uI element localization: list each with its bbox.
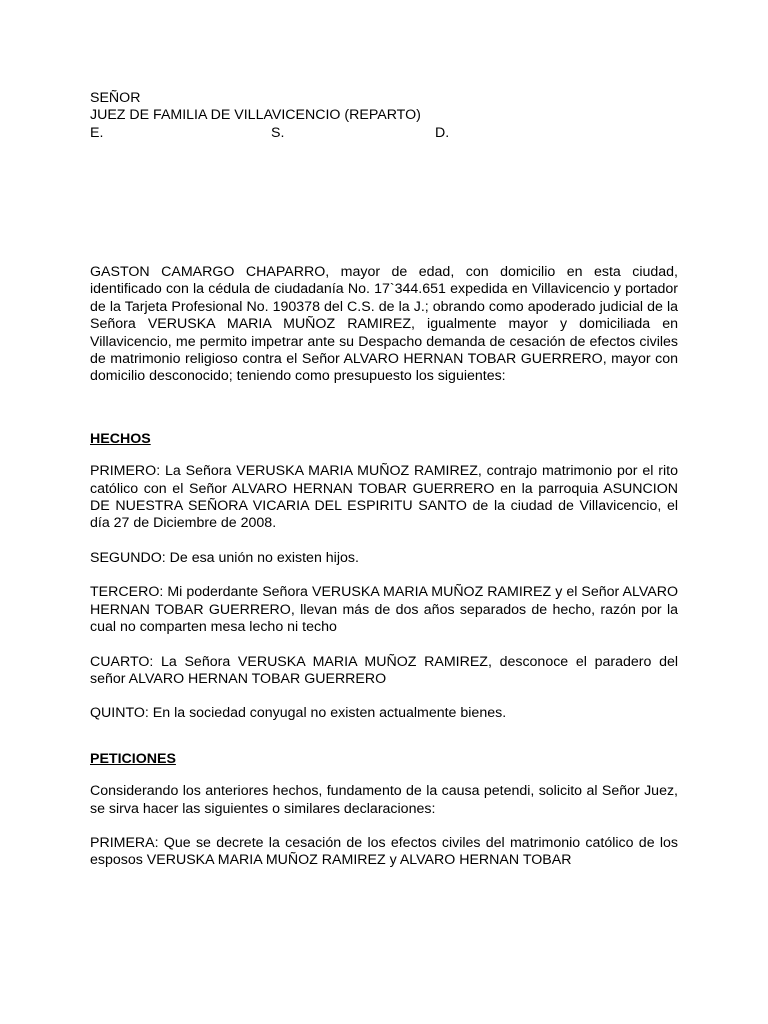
addressee-e: E. <box>90 124 104 141</box>
hecho-segundo: SEGUNDO: De esa unión no existen hijos. <box>90 549 359 566</box>
document-body <box>90 264 678 870</box>
addressee-title: SEÑOR <box>90 90 141 106</box>
hecho-quinto: QUINTO: En la sociedad conyugal no existen actualmente bienes. <box>90 705 507 722</box>
hecho-primero: PRIMERO: La Señora VERUSKA MARIA MUÑOZ RAMIREZ, contrajo matrimonio por el rito católico con el Señor ALVARO HERNAN TOBAR GUERRERO en la parroquia ASUNCION DE NUESTRA SEÑORA VICARIA DEL ESPIRITU SANTO de la ciudad de Villavicencio, el día 27 de Diciembre de 2008. <box>90 463 678 532</box>
addressee-court: JUEZ DE FAMILIA DE VILLAVICENCIO (REPARTO) <box>90 107 421 124</box>
intro-paragraph: GASTON CAMARGO CHAPARRO, mayor de edad, con domicilio en esta ciudad, identificado con la cédula de ciudadanía No. 17`344.651 expedida en Villavicencio y portador de la Tarjeta Profesional No. 190378 del C.S. de la J.; obrando como apoderado judicial de la Señora VERUSKA MARIA MUÑOZ RAMIREZ, igualmente mayor y domiciliada en Villavicencio, me permito impetrar ante su Despacho demanda de cesación de efectos civiles de matrimonio religioso contra el Señor ALVARO HERNAN TOBAR GUERRERO, mayor con domicilio desconocido; teniendo como presupuesto los siguientes: <box>90 264 678 385</box>
addressee-esd-line <box>90 125 460 142</box>
addressee-d: D. <box>435 124 450 141</box>
peticiones-heading: PETICIONES <box>90 750 176 767</box>
hecho-tercero: TERCERO: Mi poderdante Señora VERUSKA MARIA MUÑOZ RAMIREZ y el Señor ALVARO HERNAN TOBAR GUERRERO, llevan más de dos años separados de hecho, razón por la cual no comparten mesa lecho ni techo <box>90 584 678 636</box>
peticion-primera: PRIMERA: Que se decrete la cesación de los efectos civiles del matrimonio católico de los esposos VERUSKA MARIA MUÑOZ RAMIREZ y ALVARO HERNAN TOBAR <box>90 834 678 869</box>
addressee-block <box>90 90 460 142</box>
addressee-s: S. <box>271 124 285 141</box>
hecho-cuarto: CUARTO: La Señora VERUSKA MARIA MUÑOZ RAMIREZ, desconoce el paradero del señor ALVARO HERNAN TOBAR GUERRERO <box>90 653 678 687</box>
hechos-heading: HECHOS <box>90 430 151 447</box>
peticiones-intro: Considerando los anteriores hechos, fundamento de la causa petendi, solicito al Señor Juez, se sirva hacer las siguientes o similares declaraciones: <box>90 783 678 817</box>
